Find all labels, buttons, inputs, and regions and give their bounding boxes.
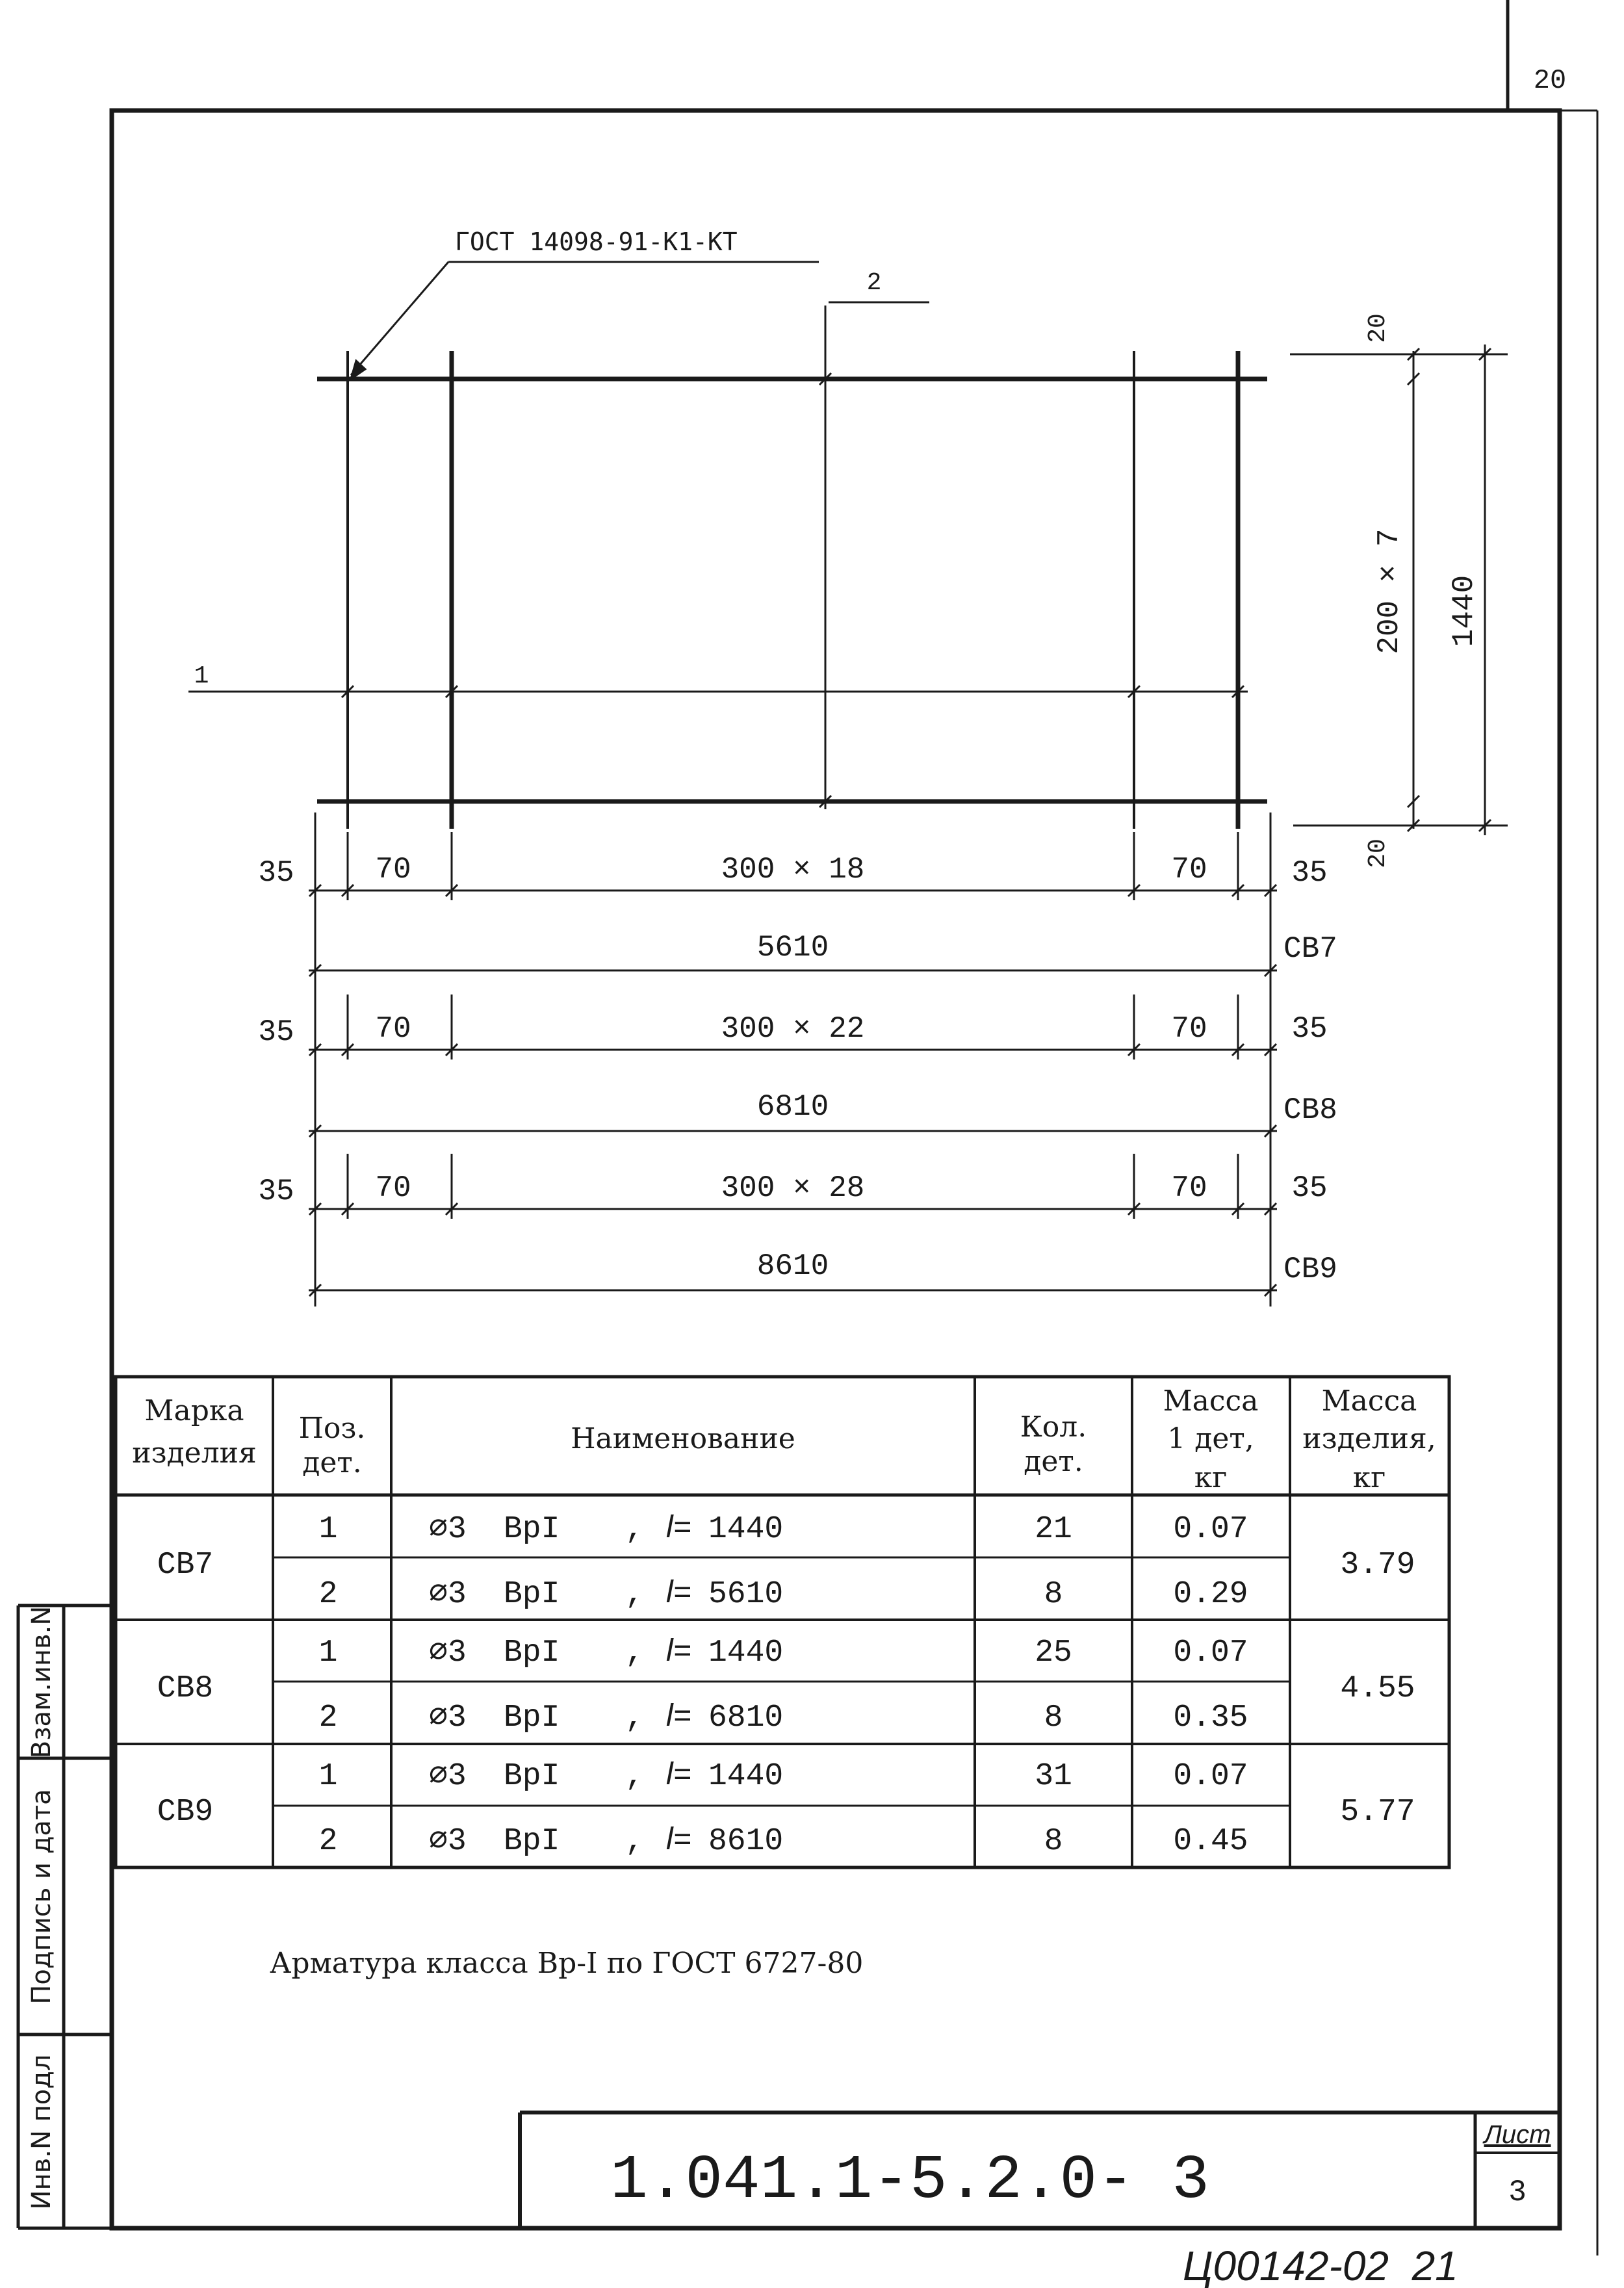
row-class: BpI — [504, 1577, 560, 1612]
row-mass-each: 0.07 — [1173, 1635, 1248, 1670]
row-length: 5610 — [708, 1577, 784, 1612]
dim-200x7: 200 × 7 — [1373, 528, 1406, 655]
group-mark: СВ9 — [157, 1795, 214, 1830]
table-group-cb7 — [157, 1510, 1415, 1612]
cb7-edge-left: 35 — [258, 856, 294, 890]
stamp-original-inv: Инв.N подл — [27, 2054, 57, 2210]
position-2-label: 2 — [866, 269, 882, 297]
row-separator: , — [625, 1759, 644, 1794]
variant-cb8-dims — [258, 1012, 1337, 1127]
row-mass-each: 0.07 — [1173, 1759, 1248, 1794]
row-class: BpI — [504, 1824, 560, 1859]
cb9-edge-left: 35 — [258, 1175, 294, 1208]
header-mass1-2: 1 дет, — [1167, 1422, 1254, 1455]
cb9-edge-right: 35 — [1291, 1171, 1328, 1205]
row-separator: , — [625, 1577, 644, 1612]
row-diameter: ⌀3 — [429, 1512, 467, 1547]
table-row — [319, 1822, 1248, 1859]
spec-table-header — [132, 1384, 1436, 1494]
cb8-end-left: 70 — [375, 1012, 411, 1046]
table-group-cb8 — [157, 1633, 1415, 1736]
group-mass: 3.79 — [1340, 1548, 1415, 1583]
row-qty: 25 — [1035, 1635, 1072, 1670]
row-pos: 2 — [318, 1824, 338, 1859]
cb7-edge-right: 35 — [1291, 856, 1328, 890]
table-row — [319, 1575, 1248, 1612]
dim-1440: 1440 — [1447, 575, 1481, 647]
dimension-chains — [309, 812, 1277, 1306]
row-diameter: ⌀3 — [429, 1824, 467, 1859]
table-row — [319, 1633, 1248, 1670]
row-class: BpI — [504, 1635, 560, 1670]
row-length-symbol: l= — [666, 1822, 691, 1856]
row-mass-each: 0.35 — [1173, 1700, 1248, 1736]
header-mass-1: Масса — [1321, 1384, 1417, 1418]
row-qty: 31 — [1035, 1759, 1072, 1794]
document-code: 1.041.1-5.2.0- 3 — [610, 2145, 1209, 2216]
cb8-edge-left: 35 — [258, 1015, 294, 1049]
row-diameter: ⌀3 — [429, 1577, 467, 1612]
cb7-end-right: 70 — [1171, 853, 1207, 887]
row-separator: , — [625, 1635, 644, 1670]
row-length: 1440 — [708, 1512, 784, 1547]
cb7-mark: СВ7 — [1283, 932, 1337, 966]
mesh-bars — [188, 306, 1267, 829]
header-mass1-1: Масса — [1163, 1384, 1259, 1418]
row-qty: 21 — [1035, 1512, 1072, 1547]
cb8-middle: 300 × 22 — [721, 1012, 865, 1046]
cb8-total: 6810 — [756, 1090, 829, 1124]
table-group-cb9 — [157, 1757, 1415, 1859]
variant-cb7-dims — [258, 853, 1337, 966]
group-mass: 5.77 — [1340, 1795, 1415, 1830]
cb9-end-left: 70 — [375, 1171, 411, 1205]
variant-cb9-dims — [258, 1171, 1337, 1286]
row-class: BpI — [504, 1700, 560, 1736]
gost-leader — [351, 262, 819, 379]
cb8-edge-right: 35 — [1291, 1012, 1328, 1046]
row-length-symbol: l= — [666, 1698, 691, 1733]
row-length: 1440 — [708, 1759, 784, 1794]
cb8-end-right: 70 — [1171, 1012, 1207, 1046]
position-1-label: 1 — [194, 662, 209, 690]
dim-bottom-20: 20 — [1364, 838, 1392, 868]
group-mark: СВ7 — [157, 1548, 214, 1583]
row-pos: 2 — [318, 1577, 338, 1612]
row-length: 6810 — [708, 1700, 784, 1736]
sheet-number: 3 — [1508, 2176, 1527, 2209]
cb9-mark: СВ9 — [1283, 1253, 1337, 1286]
row-qty: 8 — [1044, 1577, 1063, 1612]
header-mass-2: изделия, — [1302, 1422, 1436, 1455]
dim-top-20: 20 — [1364, 313, 1392, 343]
table-row — [319, 1698, 1248, 1736]
cb7-middle: 300 × 18 — [721, 853, 865, 887]
cb9-middle: 300 × 28 — [721, 1171, 865, 1205]
row-qty: 8 — [1044, 1824, 1063, 1859]
material-note: Арматура класса Вр-I по ГОСТ 6727-80 — [270, 1947, 864, 1980]
header-pos-2: дет. — [302, 1446, 362, 1479]
header-pos-1: Поз. — [298, 1412, 366, 1445]
header-name: Наименование — [571, 1422, 795, 1455]
stamp-replaced-inv: Взам.инв.N — [27, 1606, 57, 1759]
row-mass-each: 0.29 — [1173, 1577, 1248, 1612]
row-separator: , — [625, 1824, 644, 1859]
header-mark-2: изделия — [132, 1436, 257, 1470]
cb7-total: 5610 — [756, 931, 829, 965]
gost-note: ГОСТ 14098-91-К1-КТ — [455, 228, 738, 256]
group-mass: 4.55 — [1340, 1671, 1415, 1706]
row-separator: , — [625, 1512, 644, 1547]
row-length: 1440 — [708, 1635, 784, 1670]
header-mass-3: кг — [1352, 1461, 1386, 1494]
cb8-mark: СВ8 — [1283, 1093, 1337, 1127]
table-row — [319, 1510, 1248, 1547]
row-mass-each: 0.07 — [1173, 1512, 1248, 1547]
row-mass-each: 0.45 — [1173, 1824, 1248, 1859]
cb7-end-left: 70 — [375, 853, 411, 887]
sheet-label: Лист — [1484, 2120, 1551, 2149]
row-length-symbol: l= — [666, 1633, 691, 1668]
header-mark-1: Марка — [144, 1394, 244, 1427]
header-qty-2: дет. — [1024, 1445, 1083, 1478]
row-separator: , — [625, 1700, 644, 1736]
row-diameter: ⌀3 — [429, 1635, 467, 1670]
row-pos: 1 — [318, 1635, 338, 1670]
row-class: BpI — [504, 1759, 560, 1794]
row-pos: 1 — [318, 1759, 338, 1794]
row-length-symbol: l= — [666, 1575, 691, 1609]
row-length-symbol: l= — [666, 1510, 691, 1544]
header-mass1-3: кг — [1194, 1461, 1228, 1494]
row-pos: 1 — [318, 1512, 338, 1547]
stamp-sign-date: Подпись и дата — [27, 1789, 57, 2005]
row-diameter: ⌀3 — [429, 1759, 467, 1794]
cb9-end-right: 70 — [1171, 1171, 1207, 1205]
group-mark: СВ8 — [157, 1671, 214, 1706]
row-qty: 8 — [1044, 1700, 1063, 1736]
row-length-symbol: l= — [666, 1757, 691, 1791]
sheet-corner-number: 20 — [1533, 65, 1567, 96]
archive-stamp: Ц00142-02 21 — [1183, 2242, 1458, 2288]
row-length: 8610 — [708, 1824, 784, 1859]
table-row — [319, 1757, 1248, 1794]
weld-ticks — [342, 373, 1244, 807]
cb9-total: 8610 — [756, 1249, 829, 1283]
row-pos: 2 — [318, 1700, 338, 1736]
row-class: BpI — [504, 1512, 560, 1547]
header-qty-1: Кол. — [1020, 1410, 1087, 1444]
row-diameter: ⌀3 — [429, 1700, 467, 1736]
